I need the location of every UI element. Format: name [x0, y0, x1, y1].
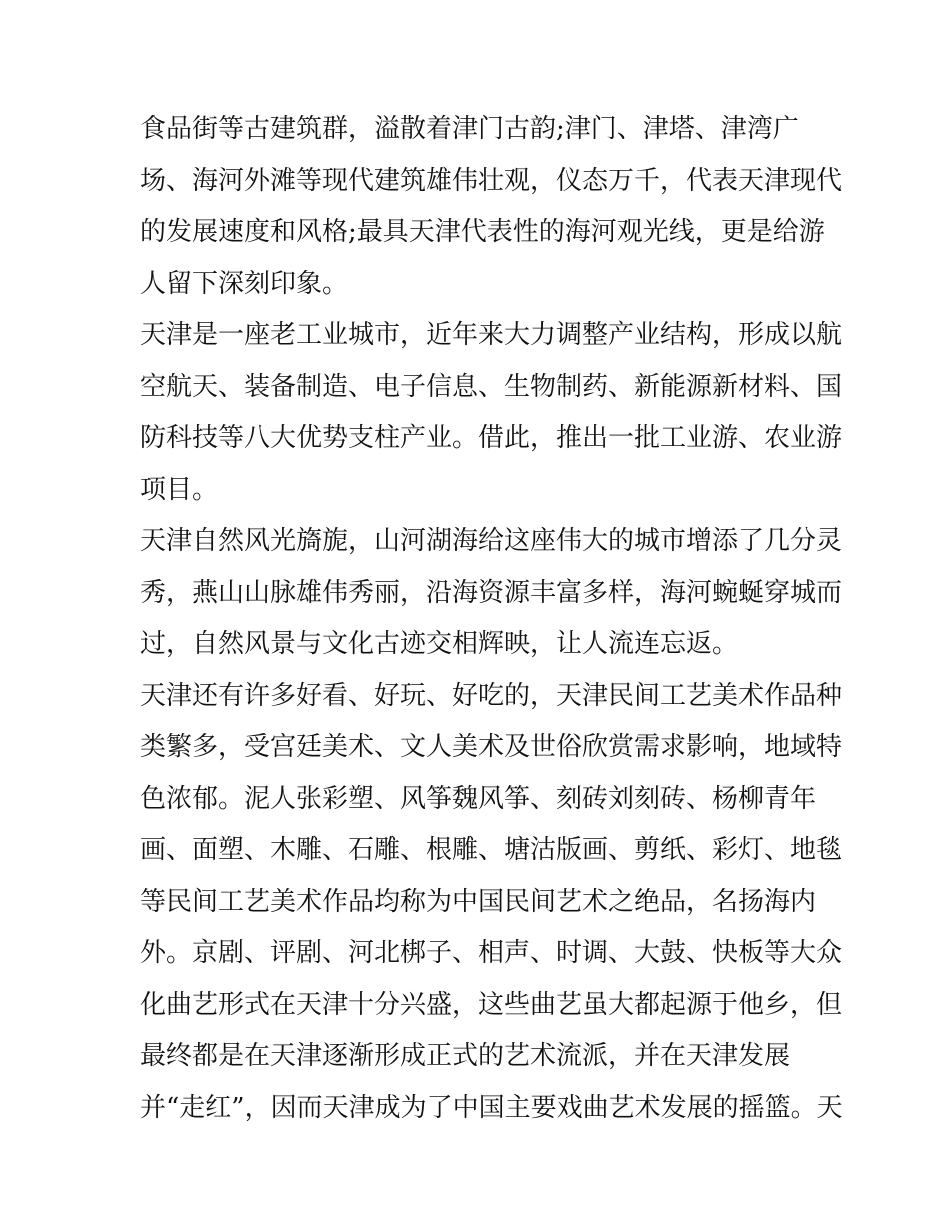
text-line: 天津是一座老工业城市，近年来大力调整产业结构，形成以航 — [140, 320, 843, 350]
text-line: 外。京剧、评剧、河北梆子、相声、时调、大鼓、快板等大众 — [140, 938, 843, 968]
text-line: 秀，燕山山脉雄伟秀丽，沿海资源丰富多样，海河蜿蜒穿城而 — [140, 577, 843, 608]
text-line: 色浓郁。泥人张彩塑、风筝魏风筝、刻砖刘刻砖、杨柳青年 — [140, 783, 817, 814]
text-line: 人留下深刻印象。 — [140, 268, 349, 299]
text-line: 食品街等古建筑群，溢散着津门古韵;津门、津塔、津湾广 — [140, 114, 799, 144]
text-line: 天津自然风光旖旎，山河湖海给这座伟大的城市增添了几分灵 — [140, 526, 843, 556]
body-text — [140, 104, 843, 1134]
text-line: 空航天、装备制造、电子信息、生物制药、新能源新材料、国 — [140, 371, 843, 402]
text-line: 过，自然风景与文化古迹交相辉映，让人流连忘返。 — [140, 629, 739, 659]
text-line: 最终都是在天津逐渐形成正式的艺术流派，并在天津发展 — [140, 1041, 791, 1071]
text-line: 化曲艺形式在天津十分兴盛，这些曲艺虽大都起源于他乡，但 — [140, 989, 843, 1020]
text-line: 项目。 — [140, 474, 219, 505]
text-line: 等民间工艺美术作品均称为中国民间艺术之绝品，名扬海内 — [140, 886, 817, 917]
text-line: 场、海河外滩等现代建筑雄伟壮观，仪态万千，代表天津现代 — [140, 165, 843, 196]
text-line: 并“走红”，因而天津成为了中国主要戏曲艺术发展的摇篮。天 — [140, 1092, 843, 1123]
text-line: 防科技等八大优势支柱产业。借此，推出一批工业游、农业游 — [140, 423, 843, 453]
text-line: 天津还有许多好看、好玩、好吃的，天津民间工艺美术作品种 — [140, 680, 843, 711]
text-line: 类繁多，受宫廷美术、文人美术及世俗欣赏需求影响，地域特 — [140, 732, 843, 762]
text-line: 画、面塑、木雕、石雕、根雕、塘沽版画、剪纸、彩灯、地毯 — [140, 835, 843, 865]
text-line: 的发展速度和风格;最具天津代表性的海河观光线，更是给游 — [140, 217, 825, 247]
